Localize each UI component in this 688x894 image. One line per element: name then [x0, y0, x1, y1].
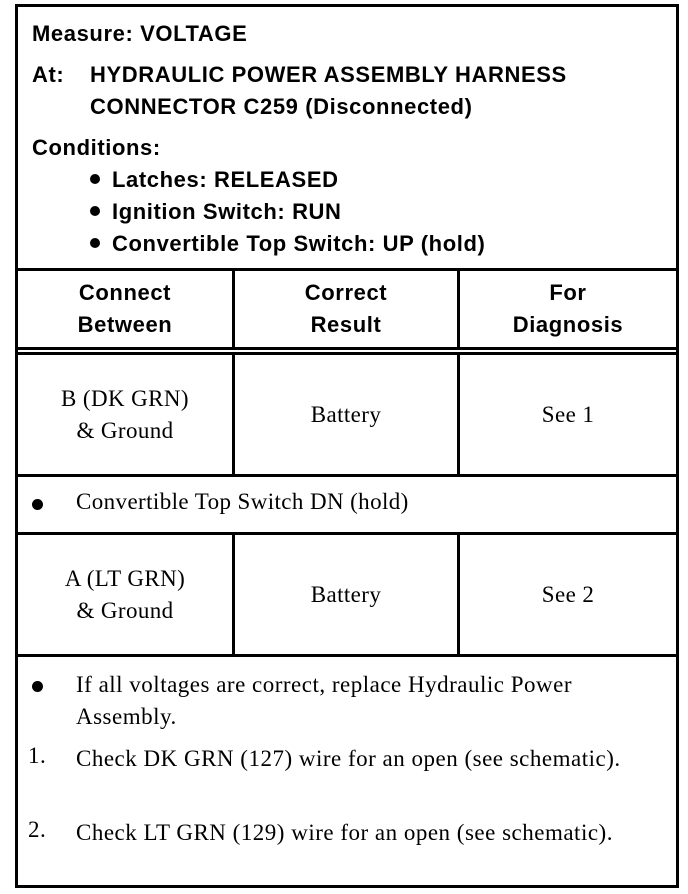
condition-item [90, 167, 339, 193]
bullet-icon [90, 206, 100, 216]
location-line-1: HYDRAULIC POWER ASSEMBLY HARNESS [90, 62, 567, 87]
test-header [18, 7, 676, 271]
column-divider [457, 535, 460, 654]
bullet-icon [90, 174, 100, 184]
column-header-connect: Connect Between [77, 280, 173, 337]
column-divider [232, 355, 235, 474]
note-text: Check LT GRN (129) wire for an open (see schematic). [76, 820, 613, 845]
bullet-icon [32, 499, 43, 510]
column-header-diagnosis: For Diagnosis [512, 280, 624, 337]
note-number: 2. [28, 817, 47, 842]
mid-condition [18, 477, 676, 532]
condition-item [90, 231, 485, 257]
column-header-result: Correct Result [304, 280, 388, 337]
table-row [18, 535, 676, 654]
note-text: Check DK GRN (127) wire for an open (see schematic). [76, 746, 621, 771]
column-divider [232, 535, 235, 654]
result-cell: Battery [310, 401, 382, 427]
divider [18, 654, 676, 657]
at-label: At: [32, 62, 65, 87]
diagnosis-cell: See 2 [541, 581, 595, 607]
column-divider [457, 355, 460, 474]
condition-item [90, 199, 342, 225]
bullet-icon [90, 238, 100, 248]
condition-text: Latches: RELEASED [112, 167, 339, 192]
table-header-row [18, 271, 676, 350]
diagnostic-chart [15, 4, 679, 888]
column-divider [457, 271, 460, 350]
diagnosis-cell: See 1 [541, 401, 595, 427]
note-number: 1. [28, 743, 47, 768]
location-line-2: CONNECTOR C259 (Disconnected) [90, 94, 473, 119]
connect-cell: B (DK GRN) & Ground [61, 385, 189, 443]
condition-text: Convertible Top Switch: UP (hold) [112, 231, 486, 256]
mid-condition-text: Convertible Top Switch DN (hold) [76, 489, 409, 514]
column-divider [232, 271, 235, 350]
measure-label: Measure: VOLTAGE [32, 21, 248, 46]
conditions-label: Conditions: [32, 135, 161, 160]
note-bullet: If all voltages are correct, replace Hydraulic Power Assembly. [76, 672, 572, 729]
condition-text: Ignition Switch: RUN [112, 199, 342, 224]
result-cell: Battery [310, 581, 382, 607]
bullet-icon [32, 681, 43, 692]
table-row [18, 355, 676, 474]
connect-cell: A (LT GRN) & Ground [64, 565, 186, 623]
